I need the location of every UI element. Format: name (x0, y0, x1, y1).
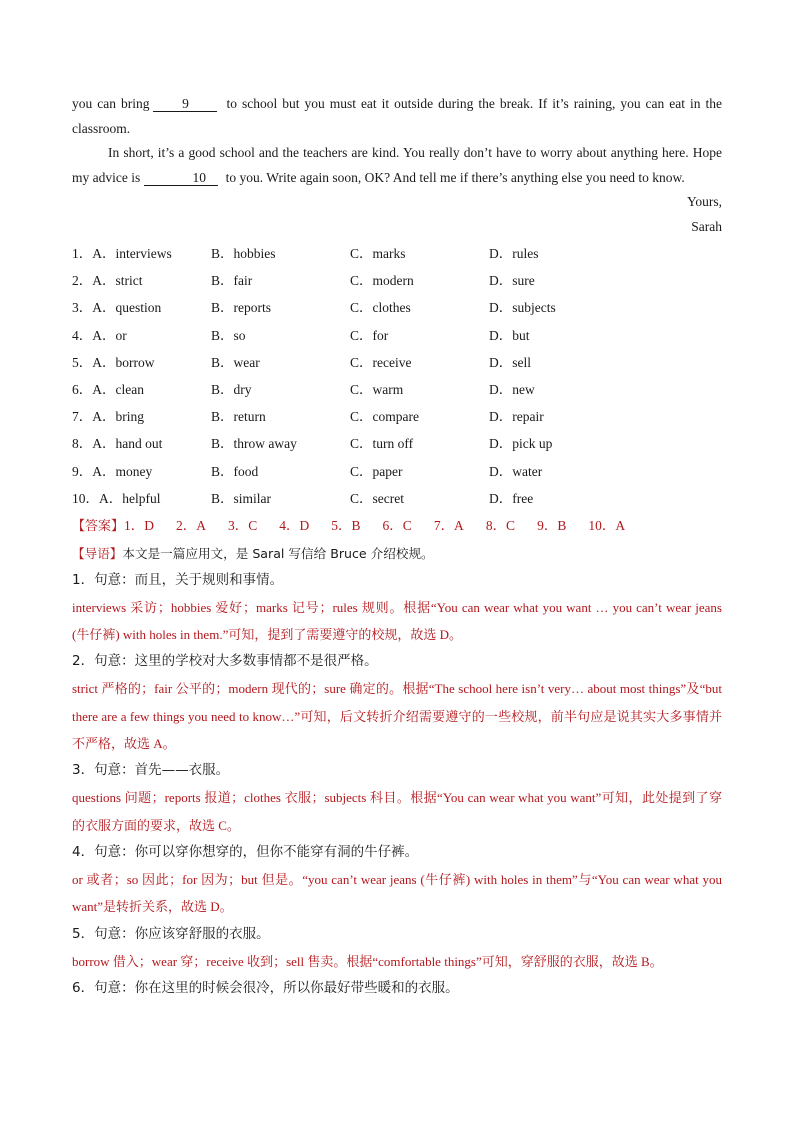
option-row (72, 403, 722, 430)
letter-closing: Yours, (686, 194, 722, 209)
guide-tag: 【导语】 (72, 545, 123, 561)
option-row (72, 322, 722, 349)
text-span: you can bring (72, 96, 150, 111)
option-row (72, 430, 722, 457)
option-row (72, 240, 722, 267)
option-cell: C．secret (350, 490, 404, 506)
answer-item: 9．B (537, 517, 567, 533)
option-cell: B．so (211, 327, 246, 343)
option-cell: 8．A．hand out (72, 436, 163, 452)
option-cell: B．dry (211, 381, 252, 397)
document-page (72, 92, 722, 1002)
option-cell: 6．A．clean (72, 381, 144, 397)
answer-item: 3．C (228, 517, 258, 533)
option-cell: 1．A．interviews (72, 246, 172, 261)
guide-line (72, 540, 722, 567)
option-cell: C．marks (350, 246, 406, 261)
option-cell: C．paper (350, 463, 403, 479)
option-cell: D．free (489, 490, 534, 506)
explanation-question: 2．句意：这里的学校对大多数事情都不是很严格。 (72, 653, 378, 670)
text-span: In short, it’s a good school and the teachers are kind. You really don’t have to worry about anything here. Hope my advice is (72, 145, 722, 185)
answer-tag: 【答案】 (72, 518, 125, 534)
option-cell: D．sell (489, 354, 531, 370)
option-cell: D．new (489, 381, 535, 397)
explanation-question: 3．句意：首先——衣服。 (72, 762, 230, 779)
explanation-text: interviews 采访；hobbies 爱好；marks 记号；rules 规则。根据“You can wear what you want … you can’t wear jeans (牛仔裤) with holes in them.”可知，提到了需要遵守的校规，故选 D。 (72, 599, 722, 643)
option-cell: C．turn off (350, 436, 414, 452)
explanation-text: borrow 借入；wear 穿；receive 收到；sell 售卖。根据“comfortable things”可知，穿舒服的衣服，故选 B。 (72, 953, 663, 969)
option-row (72, 267, 722, 294)
letter-signature: Sarah (691, 218, 722, 234)
option-row (72, 294, 722, 321)
explanation-question: 1．句意：而且，关于规则和事情。 (72, 571, 284, 588)
option-cell: 9．A．money (72, 463, 153, 479)
option-cell: 10．A．helpful (72, 490, 161, 506)
option-cell: B．fair (211, 273, 253, 289)
answer-item: 8．C (485, 517, 516, 533)
blank-9: 9 (153, 96, 217, 112)
guide-text: 本文是一篇应用文，是 Saral 写信给 Bruce 介绍校规。 (122, 545, 434, 561)
text-span: to you. Write again soon, OK? And tell me if there’s anything else you need to know. (225, 169, 685, 185)
option-cell: B．throw away (211, 436, 297, 452)
answer-line (72, 512, 722, 540)
answer-item: 4．D (279, 517, 310, 533)
option-cell: D．water (489, 463, 543, 479)
option-cell: B．food (211, 463, 259, 479)
option-row (72, 376, 722, 403)
options-list (72, 240, 722, 512)
answer-item: 1．D (124, 517, 155, 533)
option-cell: C．for (350, 327, 389, 343)
option-cell: 7．A．bring (72, 409, 144, 425)
option-cell: 3．A．question (72, 300, 162, 316)
answer-item: 10．A (588, 517, 626, 533)
option-cell: C．clothes (350, 300, 411, 316)
option-cell: C．compare (350, 409, 419, 425)
letter-paragraph-2 (72, 141, 722, 190)
option-cell: B．return (211, 409, 266, 425)
option-cell: D．repair (489, 409, 544, 425)
answer-item: 2．A (176, 517, 207, 533)
explanation-question: 4．句意：你可以穿你想穿的，但你不能穿有洞的牛仔裤。 (72, 843, 419, 860)
explanation-question: 5．句意：你应该穿舒服的衣服。 (72, 925, 270, 942)
answer-item: 7．A (433, 517, 464, 533)
option-cell: B．wear (211, 354, 260, 370)
option-cell: 5．A．borrow (72, 354, 155, 370)
explanations-list (72, 567, 722, 1002)
option-cell: D．rules (489, 246, 539, 261)
blank-10: 10 (144, 170, 218, 186)
option-cell: C．receive (350, 354, 412, 370)
answer-item: 6．C (382, 517, 412, 533)
option-row (72, 349, 722, 376)
explanation-text: or 或者；so 因此；for 因为；but 但是。“you can’t wear jeans (牛仔裤) with holes in them”与“You can wear what you want”是转折关系，故选 D。 (72, 871, 722, 915)
option-cell: B．reports (211, 300, 271, 316)
option-cell: B．similar (211, 490, 271, 506)
option-cell: D．pick up (489, 436, 553, 452)
option-cell: D．sure (489, 273, 535, 289)
letter-paragraph-1 (72, 92, 722, 141)
option-cell: C．warm (350, 381, 404, 397)
explanation-question: 6．句意：你在这里的时候会很冷，所以你最好带些暖和的衣服。 (72, 979, 459, 996)
option-cell: C．modern (350, 273, 414, 289)
option-row (72, 458, 722, 485)
explanation-text: questions 问题；reports 报道；clothes 衣服；subjects 科目。根据“You can wear what you want”可知，此处提到了穿的衣服方面的要求，故选 C。 (72, 790, 722, 833)
option-cell: 2．A．strict (72, 273, 143, 289)
text-span: to school but you must eat it outside during the break. If it’s raining, you can eat in the classroom. (72, 96, 723, 136)
option-cell: B．hobbies (211, 246, 276, 261)
answer-item: 5．B (331, 517, 361, 533)
explanation-text: strict 严格的；fair 公平的；modern 现代的；sure 确定的。根据“The school here isn’t very… about most things”及“but there are a few things you need to know…”可知，后文转折介绍需要遵守的一些校规，前半句应是说其实大多事情并不严格，故选 A。 (72, 681, 722, 752)
option-cell: D．subjects (489, 300, 556, 316)
option-cell: D．but (489, 327, 530, 343)
option-row (72, 485, 722, 512)
option-cell: 4．A．or (72, 327, 127, 343)
